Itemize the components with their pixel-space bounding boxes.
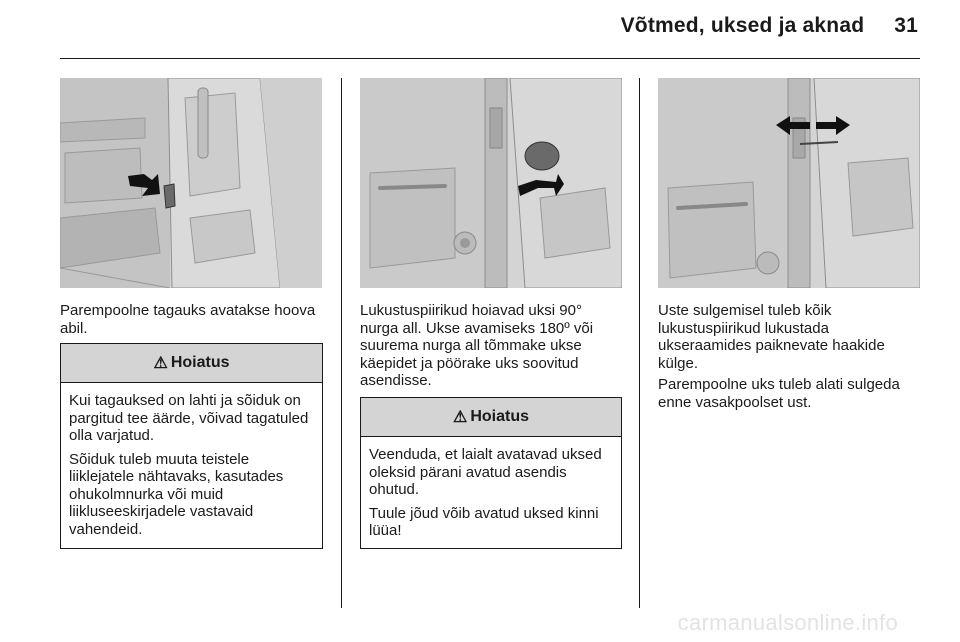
warning-paragraph: Veenduda, et laialt avatavad uksed oleksid pärani avatud asendis ohutud. (369, 446, 602, 498)
col2-paragraph: Lukustuspiirikud hoiavad uksi 90° nurga all. Ukse avamiseks 180º või suurema nurga all tõmmake ukse käepidet ja pöörake uks soovitud asendisse. (360, 302, 594, 389)
page-header (621, 14, 918, 38)
warning-paragraph: Sõiduk tuleb muuta teistele liiklejatele nähtavaks, kasutades ohukolmnurka või muid liikluseeskirjadele vastavaid vahendeid. (69, 450, 284, 538)
header-rule (60, 58, 920, 59)
col3-paragraph: Parempoolne uks tuleb alati sulgeda enne vasakpoolset ust. (658, 376, 900, 411)
warning-box (360, 397, 622, 549)
warning-header (61, 344, 322, 383)
page-number: 31 (894, 14, 918, 37)
column-divider (639, 78, 640, 608)
warning-paragraph: Kui tagauksed on lahti ja sõiduk on pargitud tee äärde, võivad tagatuled olla varjatud. (69, 392, 309, 444)
warning-title: Hoiatus (470, 408, 529, 425)
warning-body (61, 383, 322, 538)
warning-paragraph: Tuule jõud võib avatud uksed kinni lüüa! (369, 504, 599, 539)
warning-body (361, 437, 621, 540)
door-stopper-illustration (360, 78, 622, 288)
watermark: carmanualsonline.info (677, 610, 898, 635)
col3-paragraph: Uste sulgemisel tuleb kõik lukustuspiirikud lukustada ukseraamides paiknevate haakide külge. (658, 302, 885, 372)
section-title: Võtmed, uksed ja aknad (620, 14, 865, 37)
col1-paragraph: Parempoolne tagauks avatakse hoova abil. (60, 302, 316, 337)
door-lever-illustration (60, 78, 322, 288)
warning-title: Hoiatus (170, 354, 230, 371)
warning-box (60, 343, 323, 549)
column-divider (341, 78, 342, 608)
warning-header (361, 398, 621, 437)
warning-icon: ⚠ (452, 409, 468, 426)
hinge-stopper-illustration (658, 78, 920, 288)
warning-icon: ⚠ (153, 355, 168, 372)
